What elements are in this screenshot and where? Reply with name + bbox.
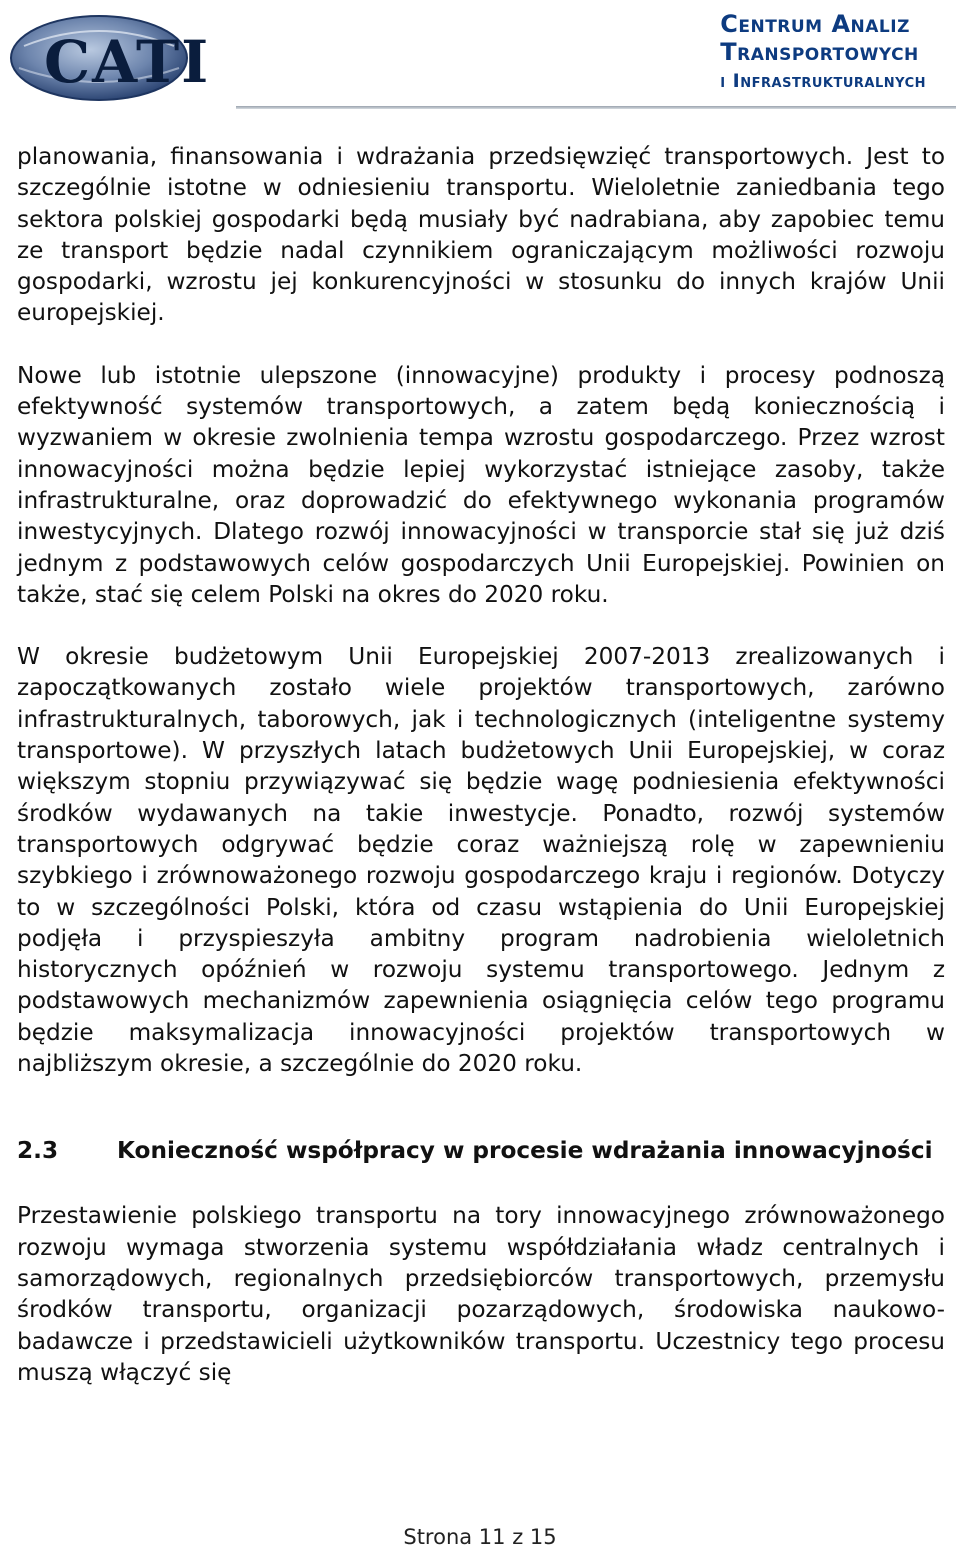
header-divider <box>236 106 956 109</box>
globe-logo-icon <box>4 6 234 106</box>
page-footer <box>0 1524 960 1550</box>
section-title: Konieczność współpracy w procesie wdrażania innowacyjności <box>117 1137 933 1165</box>
section-heading <box>17 1135 945 1166</box>
cati-logo <box>4 6 234 106</box>
organization-name <box>720 10 926 94</box>
page-header <box>0 0 960 112</box>
section-number: 2.3 <box>17 1137 59 1165</box>
paragraph-2: Nowe lub istotnie ulepszone (innowacyjne) produkty i procesy podnoszą efektywność systemów transportowych, a zatem będą koniecznością i wyzwaniem w okresie zwolnienia tempa wzrostu gospodarczego. Przez wzrost innowacyjności można będzie lepiej wykorzystać istniejące zasoby, także infrastrukturalne, oraz doprowadzić do efektywnego wykonania programów inwestycyjnych. Dlatego rozwój innowacyjności w transporcie stał się już dziś jednym z podstawowych celów gospodarczych Unii Europejskiej. Powinien on także, stać się celem Polski na okres do 2020 roku. <box>17 361 945 608</box>
org-name-line-1: Centrum Analiz <box>720 10 910 38</box>
paragraph-3: W okresie budżetowym Unii Europejskiej 2007-2013 zrealizowanych i zapoczątkowanych zostało wiele projektów transportowych, zarówno infrastrukturalnych, taborowych, jak i technologicznych (inteligentne systemy transportowe). W przyszłych latach budżetowych Unii Europejskiej, w coraz większym stopniu przywiązywać się będzie wagę podniesienia efektywności środków wydawanych na takie inwestycje. Ponadto, rozwój systemów transportowych odgrywać będzie coraz ważniejszą rolę w zapewnieniu szybkiego i zrównoważonego rozwoju gospodarczego kraju i regionów. Dotyczy to w szczególności Polski, która od czasu wstąpienia do Unii Europejskiej podjęła i przyspieszyła ambitny program nadrobienia wieloletnich historycznych opóźnień w rozwoju systemu transportowego. Jednym z podstawowych mechanizmów zapewnienia osiągnięcia celów tego programu będzie maksymalizacja innowacyjności projektów transportowych w najbliższym okresie, a szczególnie do 2020 roku. <box>17 643 945 1078</box>
page-body <box>17 141 945 1388</box>
org-name-line-2: Transportowych <box>720 38 919 66</box>
paragraph-4: Przestawienie polskiego transportu na tory innowacyjnego zrównoważonego rozwoju wymaga stworzenia systemu współdziałania władz centralnych i samorządowych, regionalnych przedsiębiorców transportowych, przemysłu środków transportu, organizacji pozarządowych, środowiska naukowo-badawcze i przedstawicieli użytkowników transportu. Uczestnicy tego procesu muszą włączyć się <box>17 1202 945 1386</box>
paragraph-1: planowania, finansowania i wdrażania przedsięwzięć transportowych. Jest to szczególnie istotne w odniesieniu transportu. Wieloletnie zaniedbania tego sektora polskiej gospodarki będą musiały być nadrabiana, aby zapobiec temu ze transport będzie nadal czynnikiem ograniczającym możliwości rozwoju gospodarki, wzrostu jej konkurencyjności w stosunku do innych krajów Unii europejskiej. <box>17 143 945 327</box>
page-number: Strona 11 z 15 <box>403 1525 557 1549</box>
org-name-line-3: i Infrastrukturalnych <box>720 70 926 92</box>
svg-text:CATI: CATI <box>44 28 211 96</box>
